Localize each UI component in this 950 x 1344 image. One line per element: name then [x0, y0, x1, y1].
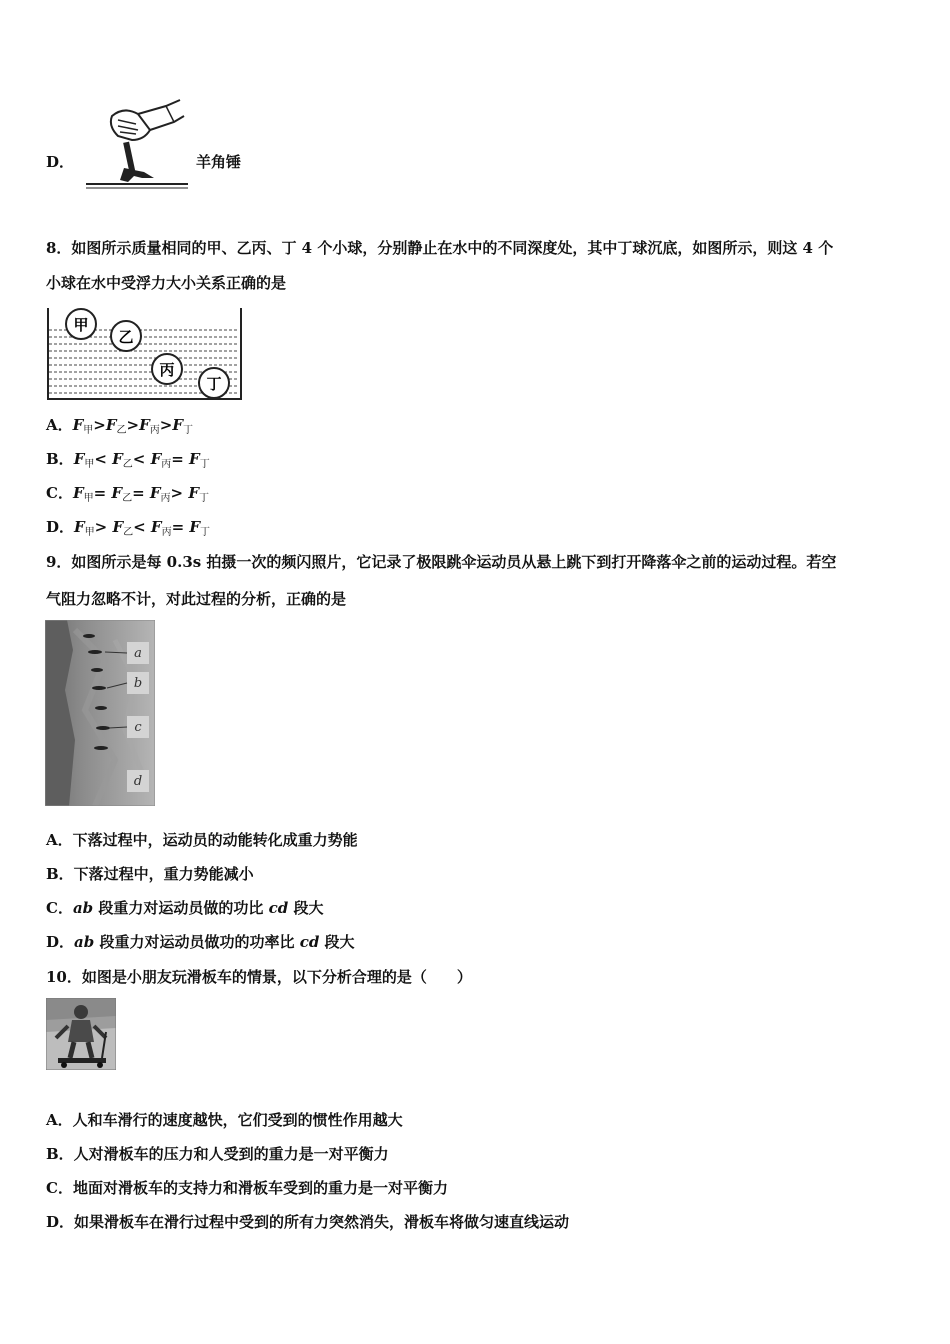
q8-option-c: C．$F_甲= F_乙= F_丙> F_丁$: [46, 484, 209, 504]
q8-option-b: B．$F_甲< F_乙< F_丙= F_丁$: [46, 450, 210, 470]
q10-scooter-photo: [46, 998, 116, 1070]
photo-label-c: c: [134, 720, 142, 735]
q9-question-line1: 9．如图所示是每 0.3s 拍摄一次的频闪照片，它记录了极限跳伞运动员从悬上跳下到打开降落伞之前的运动过程。若空: [46, 553, 837, 571]
q7-option-d-label: D．: [46, 153, 75, 171]
q10-option-c: C．地面对滑板车的支持力和滑板车受到的重力是一对平衡力: [46, 1179, 448, 1197]
q9-option-b: B．下落过程中，重力势能减小: [46, 865, 254, 883]
ball-label-bing: 丙: [159, 361, 175, 379]
q8-question-line1: 8．如图所示质量相同的甲、乙丙、丁 4 个小球，分别静止在水中的不同深度处，其中丁球沉底，如图所示，则这 4 个: [46, 239, 834, 257]
photo-label-d: d: [133, 774, 143, 789]
q9-question-line2: 气阻力忽略不计，对此过程的分析，正确的是: [46, 590, 347, 608]
q8-option-a: A．$F_甲>F_乙>F_丙>F_丁$: [46, 416, 193, 436]
q8-water-container-figure: [46, 306, 244, 402]
ball-label-yi: 乙: [118, 328, 134, 346]
q10-option-a: A．人和车滑行的速度越快，它们受到的惯性作用越大: [46, 1111, 403, 1129]
ball-label-ding: 丁: [206, 375, 222, 393]
photo-label-a: a: [134, 646, 142, 661]
q10-question-line1: 10．如图是小朋友玩滑板车的情景，以下分析合理的是（ ）: [46, 968, 472, 986]
photo-label-b: b: [133, 676, 143, 691]
q8-option-d: D．$F_甲> F_乙< F_丙= F_丁$: [46, 518, 211, 538]
q10-option-b: B．人对滑板车的压力和人受到的重力是一对平衡力: [46, 1145, 389, 1163]
q9-option-a: A．下落过程中，运动员的动能转化成重力势能: [46, 831, 358, 849]
q10-option-d: D．如果滑板车在滑行过程中受到的所有力突然消失，滑板车将做匀速直线运动: [46, 1213, 570, 1231]
q9-strobe-photo: [45, 620, 155, 806]
q9-option-d: D．ab 段重力对运动员做功的功率比 cd 段大: [46, 933, 355, 951]
ball-label-jia: 甲: [73, 316, 89, 334]
q9-option-c: C．ab 段重力对运动员做的功比 cd 段大: [46, 899, 324, 917]
q7-option-d-text: 羊角锤: [196, 153, 242, 171]
q8-question-line2: 小球在水中受浮力大小关系正确的是: [46, 274, 287, 292]
claw-hammer-figure: [84, 96, 194, 192]
